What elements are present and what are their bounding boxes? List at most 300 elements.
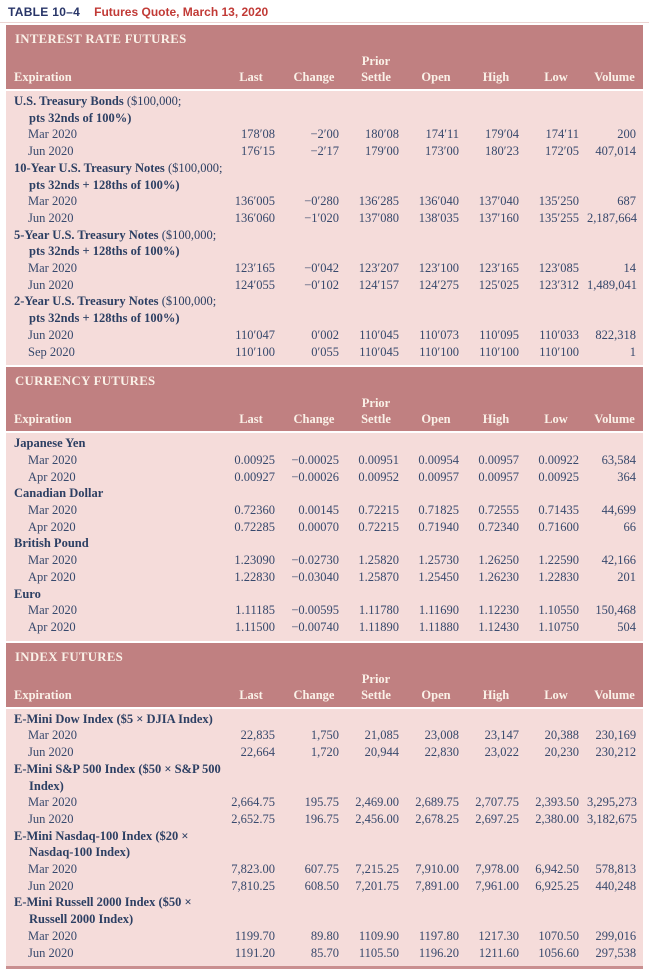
cell-high: 7,961.00 bbox=[475, 878, 519, 893]
cell-volume: 42,166 bbox=[601, 553, 637, 568]
cell-low: 2,380.00 bbox=[535, 811, 579, 826]
cell-volume: 297,538 bbox=[595, 945, 637, 960]
cell-change: 0.00070 bbox=[298, 519, 339, 534]
cell-high: 7,978.00 bbox=[475, 862, 519, 877]
group-label bbox=[6, 894, 643, 911]
cell-high: 123′165 bbox=[478, 261, 519, 276]
cell-prior_settle: 179′00 bbox=[365, 144, 399, 159]
cell-prior_settle: 2,456.00 bbox=[355, 811, 399, 826]
column-header-low: Low bbox=[544, 412, 568, 427]
cell-last: 123′165 bbox=[234, 261, 275, 276]
cell-open: 1.25450 bbox=[418, 569, 459, 584]
cell-low: 0.71435 bbox=[538, 503, 579, 518]
column-header-high: High bbox=[482, 412, 510, 427]
cell-change: −0′102 bbox=[304, 277, 339, 292]
table-row bbox=[6, 928, 643, 945]
column-header-expiration: Expiration bbox=[14, 687, 72, 702]
cell-volume: 201 bbox=[617, 569, 637, 584]
group-label bbox=[6, 586, 643, 603]
cell-volume: 1,489,041 bbox=[587, 277, 637, 292]
cell-open: 2,678.25 bbox=[415, 811, 459, 826]
header-spacer bbox=[282, 672, 346, 687]
column-header-low: Low bbox=[544, 687, 568, 702]
group-label-row bbox=[6, 778, 643, 795]
column-header-settle: Settle bbox=[361, 687, 391, 702]
section-title: CURRENCY FUTURES bbox=[15, 374, 156, 389]
cell-open: 0.00957 bbox=[418, 469, 459, 484]
cell-low: 6,942.50 bbox=[535, 862, 579, 877]
header-spacer bbox=[586, 396, 643, 411]
cell-open: 110′100 bbox=[419, 344, 459, 359]
group-label-bold: E-Mini S&P 500 Index ($50 × S&P 500 bbox=[14, 761, 221, 776]
cell-prior_settle: 1.25870 bbox=[358, 569, 399, 584]
cell-prior_settle: 136′285 bbox=[358, 194, 399, 209]
cell-low: 6,925.25 bbox=[535, 878, 579, 893]
cell-expiration: Apr 2020 bbox=[28, 619, 76, 634]
group-label bbox=[6, 227, 643, 244]
cell-change: −0′042 bbox=[304, 261, 339, 276]
section-title: INTEREST RATE FUTURES bbox=[15, 32, 187, 46]
cell-low: 110′100 bbox=[539, 344, 579, 359]
column-header-settle: Settle bbox=[361, 70, 391, 84]
column-header-settle: Settle bbox=[361, 412, 391, 427]
cell-open: 0.71940 bbox=[418, 519, 459, 534]
cell-open: 138′035 bbox=[418, 210, 459, 225]
group-label-row bbox=[6, 844, 643, 861]
section-body bbox=[6, 433, 643, 640]
cell-prior_settle: 2,469.00 bbox=[355, 795, 399, 810]
cell-last: 0.00927 bbox=[234, 469, 275, 484]
cell-expiration: Jun 2020 bbox=[28, 878, 74, 893]
section-body bbox=[6, 91, 643, 365]
cell-low: 1056.60 bbox=[538, 945, 579, 960]
group-label-row bbox=[6, 160, 643, 177]
cell-low: 135′250 bbox=[538, 194, 579, 209]
group-label bbox=[6, 110, 643, 127]
cell-open: 173′00 bbox=[425, 144, 459, 159]
section-header-band bbox=[6, 643, 643, 707]
cell-expiration: Mar 2020 bbox=[28, 728, 77, 743]
cell-volume: 2,187,664 bbox=[587, 210, 637, 225]
cell-last: 1.22830 bbox=[234, 569, 275, 584]
group-label-row bbox=[6, 310, 643, 327]
group-label-row bbox=[6, 911, 643, 928]
cell-high: 0.00957 bbox=[478, 469, 519, 484]
group-label-rest: pts 32nds + 128ths of 100%) bbox=[29, 244, 180, 259]
group-label bbox=[6, 93, 643, 110]
cell-low: 123′085 bbox=[538, 261, 579, 276]
group-label-bold: U.S. Treasury Bonds bbox=[14, 94, 124, 108]
cell-prior_settle: 1.25820 bbox=[358, 553, 399, 568]
header-spacer bbox=[466, 396, 526, 411]
cell-high: 2,707.75 bbox=[475, 795, 519, 810]
cell-high: 110′095 bbox=[479, 327, 519, 342]
cell-open: 136′040 bbox=[418, 194, 459, 209]
cell-change: −0.00025 bbox=[291, 452, 339, 467]
cell-last: 178′08 bbox=[241, 127, 275, 142]
cell-volume: 687 bbox=[617, 194, 637, 209]
column-header-low: Low bbox=[544, 70, 568, 84]
cell-volume: 578,813 bbox=[595, 862, 637, 877]
cell-expiration: Mar 2020 bbox=[28, 452, 77, 467]
table-row bbox=[6, 210, 643, 227]
cell-low: 110′033 bbox=[539, 327, 579, 342]
table-row bbox=[6, 469, 643, 486]
cell-low: 1070.50 bbox=[538, 928, 579, 943]
table-row bbox=[6, 945, 643, 962]
group-label bbox=[6, 911, 643, 928]
cell-change: 89.80 bbox=[310, 928, 339, 943]
group-label-bold: Japanese Yen bbox=[14, 436, 86, 451]
table-row bbox=[6, 143, 643, 160]
cell-prior_settle: 1.11890 bbox=[358, 619, 399, 634]
group-label-rest: ($100,000; bbox=[158, 227, 217, 242]
column-header-last: Last bbox=[239, 70, 263, 84]
cell-expiration: Mar 2020 bbox=[28, 194, 77, 209]
group-label-rest: pts 32nds of 100%) bbox=[29, 110, 132, 125]
cell-prior_settle: 0.72215 bbox=[358, 503, 399, 518]
cell-low: 135′255 bbox=[538, 210, 579, 225]
cell-open: 22,830 bbox=[424, 745, 459, 760]
group-label-row bbox=[6, 535, 643, 552]
cell-prior_settle: 20,944 bbox=[364, 745, 399, 760]
table-caption-title: Futures Quote, March 13, 2020 bbox=[94, 5, 269, 19]
table-caption bbox=[0, 0, 649, 22]
cell-expiration: Mar 2020 bbox=[28, 862, 77, 877]
header-spacer bbox=[406, 672, 466, 687]
group-label-rest: pts 32nds + 128ths of 100%) bbox=[29, 177, 180, 192]
group-label-rest: pts 32nds + 128ths of 100%) bbox=[29, 311, 180, 326]
header-spacer bbox=[526, 672, 586, 687]
group-label-bold: E-Mini Nasdaq-100 Index ($20 × bbox=[14, 828, 189, 843]
cell-last: 1191.20 bbox=[234, 945, 275, 960]
cell-high: 0.72555 bbox=[478, 503, 519, 518]
section-header-band bbox=[6, 367, 643, 431]
cell-change: −0.03040 bbox=[291, 569, 339, 584]
cell-change: 195.75 bbox=[304, 795, 339, 810]
cell-prior_settle: 124′157 bbox=[358, 277, 399, 292]
cell-prior_settle: 1109.90 bbox=[358, 928, 399, 943]
table-row bbox=[6, 861, 643, 878]
table-row bbox=[6, 519, 643, 536]
section-title: INDEX FUTURES bbox=[15, 649, 124, 664]
cell-high: 179′04 bbox=[485, 127, 519, 142]
cell-last: 136′005 bbox=[234, 194, 275, 209]
column-header-high: High bbox=[482, 687, 510, 702]
cell-low: 0.00922 bbox=[538, 452, 579, 467]
group-label-bold: 5-Year U.S. Treasury Notes bbox=[14, 227, 159, 242]
group-label-bold: 2-Year U.S. Treasury Notes bbox=[14, 294, 159, 309]
cell-last: 1199.70 bbox=[234, 928, 275, 943]
cell-last: 110′100 bbox=[235, 344, 275, 359]
section-body-table bbox=[6, 93, 643, 360]
cell-last: 136′060 bbox=[234, 210, 275, 225]
section-header-table bbox=[6, 25, 643, 89]
cell-change: 0.00145 bbox=[298, 503, 339, 518]
cell-open: 110′073 bbox=[419, 327, 459, 342]
group-label bbox=[6, 535, 643, 552]
group-label bbox=[6, 177, 643, 194]
cell-low: 172′05 bbox=[545, 144, 579, 159]
cell-high: 0.72340 bbox=[478, 519, 519, 534]
cell-expiration: Jun 2020 bbox=[28, 210, 74, 225]
futures-quote-table bbox=[6, 25, 643, 969]
cell-open: 7,910.00 bbox=[415, 862, 459, 877]
cell-open: 1197.80 bbox=[418, 928, 459, 943]
cell-expiration: Jun 2020 bbox=[28, 945, 74, 960]
cell-prior_settle: 0.00952 bbox=[358, 469, 399, 484]
table-row bbox=[6, 327, 643, 344]
cell-volume: 230,212 bbox=[595, 745, 637, 760]
header-spacer bbox=[220, 54, 282, 69]
cell-last: 0.72285 bbox=[234, 519, 275, 534]
column-header-volume: Volume bbox=[594, 687, 635, 702]
cell-change: −0.00026 bbox=[291, 469, 339, 484]
cell-low: 1.10550 bbox=[538, 603, 579, 618]
cell-expiration: Mar 2020 bbox=[28, 553, 77, 568]
group-label bbox=[6, 778, 643, 795]
cell-low: 0.71600 bbox=[538, 519, 579, 534]
cell-last: 22,835 bbox=[240, 728, 275, 743]
cell-expiration: Apr 2020 bbox=[28, 469, 76, 484]
cell-open: 1196.20 bbox=[418, 945, 459, 960]
cell-high: 1.26230 bbox=[478, 569, 519, 584]
table-row bbox=[6, 502, 643, 519]
group-label bbox=[6, 828, 643, 845]
cell-open: 174′11 bbox=[425, 127, 459, 142]
group-label bbox=[6, 761, 643, 778]
column-header-expiration: Expiration bbox=[14, 70, 72, 84]
cell-change: 608.50 bbox=[304, 878, 339, 893]
cell-low: 1.10750 bbox=[538, 619, 579, 634]
column-header-prior: Prior bbox=[361, 396, 391, 411]
cell-open: 124′275 bbox=[418, 277, 459, 292]
cell-low: 1.22830 bbox=[538, 569, 579, 584]
cell-volume: 3,295,273 bbox=[587, 795, 637, 810]
cell-high: 1217.30 bbox=[478, 928, 519, 943]
cell-high: 110′100 bbox=[479, 344, 519, 359]
group-label-bold: British Pound bbox=[14, 536, 89, 551]
cell-last: 124′055 bbox=[234, 277, 275, 292]
group-label-row bbox=[6, 93, 643, 110]
column-header-expiration: Expiration bbox=[14, 412, 72, 427]
header-spacer bbox=[6, 672, 220, 687]
cell-expiration: Mar 2020 bbox=[28, 127, 77, 142]
cell-high: 23,147 bbox=[484, 728, 519, 743]
table-row bbox=[6, 277, 643, 294]
cell-volume: 407,014 bbox=[595, 144, 637, 159]
column-header-volume: Volume bbox=[594, 412, 635, 427]
cell-change: −0.00740 bbox=[291, 619, 339, 634]
cell-volume: 63,584 bbox=[601, 452, 637, 467]
cell-last: 1.11500 bbox=[234, 619, 275, 634]
cell-last: 0.72360 bbox=[234, 503, 275, 518]
section-body-table bbox=[6, 435, 643, 635]
cell-change: 85.70 bbox=[310, 945, 339, 960]
cell-expiration: Apr 2020 bbox=[28, 519, 76, 534]
group-label-row bbox=[6, 711, 643, 728]
group-label-bold: 10-Year U.S. Treasury Notes bbox=[14, 160, 165, 175]
header-spacer bbox=[466, 672, 526, 687]
table-row bbox=[6, 552, 643, 569]
column-header-last: Last bbox=[239, 412, 263, 427]
cell-open: 123′100 bbox=[418, 261, 459, 276]
table-row bbox=[6, 193, 643, 210]
group-label-row bbox=[6, 761, 643, 778]
cell-last: 1.23090 bbox=[234, 553, 275, 568]
table-row bbox=[6, 344, 643, 361]
header-spacer bbox=[586, 672, 643, 687]
cell-low: 0.00925 bbox=[538, 469, 579, 484]
section-header-band bbox=[6, 25, 643, 89]
group-label bbox=[6, 435, 643, 452]
cell-high: 0.00957 bbox=[478, 452, 519, 467]
cell-open: 1.11690 bbox=[418, 603, 459, 618]
group-label-bold: E-Mini Russell 2000 Index ($50 × bbox=[14, 895, 192, 910]
group-label-row bbox=[6, 177, 643, 194]
cell-expiration: Apr 2020 bbox=[28, 569, 76, 584]
group-label-row bbox=[6, 485, 643, 502]
table-row bbox=[6, 126, 643, 143]
group-label-rest: ($100,000; bbox=[123, 94, 182, 108]
header-spacer bbox=[466, 54, 526, 69]
cell-low: 1.22590 bbox=[538, 553, 579, 568]
cell-high: 23,022 bbox=[484, 745, 519, 760]
cell-open: 2,689.75 bbox=[415, 795, 459, 810]
cell-last: 2,664.75 bbox=[231, 795, 275, 810]
group-label-bold: Canadian Dollar bbox=[14, 486, 104, 501]
table-row bbox=[6, 878, 643, 895]
cell-prior_settle: 21,085 bbox=[364, 728, 399, 743]
header-spacer bbox=[526, 396, 586, 411]
cell-expiration: Jun 2020 bbox=[28, 277, 74, 292]
cell-volume: 440,248 bbox=[595, 878, 637, 893]
cell-low: 174′11 bbox=[545, 127, 579, 142]
cell-change: 196.75 bbox=[304, 811, 339, 826]
cell-change: 1,750 bbox=[310, 728, 339, 743]
group-label bbox=[6, 293, 643, 310]
cell-volume: 299,016 bbox=[595, 928, 637, 943]
cell-open: 0.00954 bbox=[418, 452, 459, 467]
cell-prior_settle: 110′045 bbox=[359, 327, 399, 342]
cell-expiration: Mar 2020 bbox=[28, 503, 77, 518]
cell-high: 2,697.25 bbox=[475, 811, 519, 826]
column-header-open: Open bbox=[421, 70, 451, 84]
cell-prior_settle: 7,201.75 bbox=[355, 878, 399, 893]
cell-expiration: Mar 2020 bbox=[28, 603, 77, 618]
header-spacer bbox=[6, 54, 220, 69]
header-spacer bbox=[282, 54, 346, 69]
cell-last: 22,664 bbox=[240, 745, 275, 760]
header-spacer bbox=[220, 396, 282, 411]
cell-open: 1.11880 bbox=[418, 619, 459, 634]
header-spacer bbox=[282, 396, 346, 411]
group-label bbox=[6, 844, 643, 861]
cell-expiration: Mar 2020 bbox=[28, 795, 77, 810]
table-row bbox=[6, 602, 643, 619]
group-label bbox=[6, 485, 643, 502]
cell-high: 137′160 bbox=[478, 210, 519, 225]
header-spacer bbox=[526, 54, 586, 69]
cell-prior_settle: 1105.50 bbox=[358, 945, 399, 960]
group-label-bold: Index) bbox=[29, 778, 64, 793]
cell-last: 7,810.25 bbox=[231, 878, 275, 893]
column-header-volume: Volume bbox=[594, 70, 635, 84]
cell-high: 1.26250 bbox=[478, 553, 519, 568]
cell-open: 1.25730 bbox=[418, 553, 459, 568]
table-row bbox=[6, 619, 643, 636]
header-spacer bbox=[406, 396, 466, 411]
cell-last: 7,823.00 bbox=[231, 862, 275, 877]
cell-last: 176′15 bbox=[241, 144, 275, 159]
column-header-change: Change bbox=[293, 687, 335, 702]
cell-low: 20,230 bbox=[544, 745, 579, 760]
group-label-bold: Russell 2000 Index) bbox=[29, 912, 134, 927]
column-header-open: Open bbox=[421, 412, 451, 427]
cell-volume: 504 bbox=[617, 619, 637, 634]
group-label bbox=[6, 160, 643, 177]
column-header-change: Change bbox=[293, 70, 335, 84]
cell-open: 23,008 bbox=[424, 728, 459, 743]
cell-change: 0′002 bbox=[311, 327, 339, 342]
group-label-rest: ($100,000; bbox=[158, 294, 217, 309]
group-label bbox=[6, 243, 643, 260]
cell-change: 607.75 bbox=[304, 862, 339, 877]
cell-expiration: Mar 2020 bbox=[28, 261, 77, 276]
cell-prior_settle: 0.00951 bbox=[358, 452, 399, 467]
table-row bbox=[6, 811, 643, 828]
table-row bbox=[6, 727, 643, 744]
cell-volume: 14 bbox=[623, 261, 637, 276]
section-header-table bbox=[6, 367, 643, 431]
cell-volume: 150,468 bbox=[595, 603, 637, 618]
group-label bbox=[6, 310, 643, 327]
group-label-bold: Euro bbox=[14, 586, 41, 601]
cell-change: −2′00 bbox=[310, 127, 339, 142]
column-header-high: High bbox=[482, 70, 510, 84]
section-header-table bbox=[6, 643, 643, 707]
column-header-last: Last bbox=[239, 687, 263, 702]
cell-last: 1.11185 bbox=[235, 603, 275, 618]
cell-change: −0.02730 bbox=[291, 553, 339, 568]
cell-change: −0.00595 bbox=[291, 603, 339, 618]
cell-low: 123′312 bbox=[538, 277, 579, 292]
cell-expiration: Mar 2020 bbox=[28, 928, 77, 943]
section-body-table bbox=[6, 711, 643, 962]
cell-last: 2,652.75 bbox=[231, 811, 275, 826]
cell-open: 0.71825 bbox=[418, 503, 459, 518]
table-row bbox=[6, 794, 643, 811]
group-label-row bbox=[6, 828, 643, 845]
cell-change: 0′055 bbox=[311, 344, 339, 359]
group-label-row bbox=[6, 293, 643, 310]
cell-volume: 364 bbox=[617, 469, 637, 484]
table-row bbox=[6, 744, 643, 761]
cell-volume: 200 bbox=[617, 127, 637, 142]
cell-high: 137′040 bbox=[478, 194, 519, 209]
cell-last: 0.00925 bbox=[234, 452, 275, 467]
cell-change: −0′280 bbox=[304, 194, 339, 209]
group-label-row bbox=[6, 227, 643, 244]
cell-expiration: Jun 2020 bbox=[28, 745, 74, 760]
cell-prior_settle: 137′080 bbox=[358, 210, 399, 225]
column-header-prior: Prior bbox=[361, 671, 391, 686]
table-row bbox=[6, 569, 643, 586]
group-label-rest: ($100,000; bbox=[164, 160, 223, 175]
cell-volume: 230,169 bbox=[595, 728, 637, 743]
cell-high: 1211.60 bbox=[478, 945, 519, 960]
group-label-row bbox=[6, 894, 643, 911]
